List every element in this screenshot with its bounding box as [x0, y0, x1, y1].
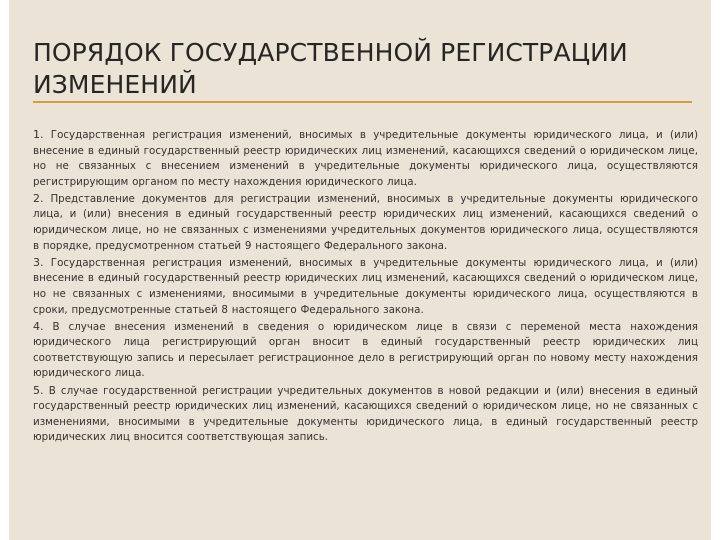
slide-title: ПОРЯДОК ГОСУДАРСТВЕННОЙ РЕГИСТРАЦИИ ИЗМЕНЕНИЙ	[33, 38, 628, 99]
paragraph-2	[33, 191, 698, 254]
paragraph-3	[33, 255, 698, 318]
paragraph-text: Государственная регистрация изменений, вносимых в учредительные документы юридического лица, и (или) внесение в единый государственный реестр юридических лиц изменений, касающихся сведений о юридическом лице, но не связанных с изменениями, вносимыми в учредительные документы юридического лица, осуществляются в сроки, предусмотренные статьей 8 настоящего Федерального закона.	[33, 256, 698, 316]
paragraph-number: 2.	[33, 191, 44, 205]
paragraph-number: 5.	[33, 383, 44, 397]
slide-body	[33, 127, 698, 446]
paragraph-text: Государственная регистрация изменений, вносимых в учредительные документы юридического лица, и (или) внесение в единый государственный реестр юридических лиц изменений, касающихся сведений о юридическом лице, но не связанных с внесением изменений в учредительные документы юридического лица, осуществляются регистрирующим органом по месту нахождения юридического лица.	[33, 129, 698, 188]
paragraph-number: 4.	[33, 319, 44, 333]
paragraph-text: В случае государственной регистрации учредительных документов в новой редакции и (или) внесения в единый государственный реестр юридических лиц изменений, касающихся сведений о юридическом лице, но не связанных с изменениями, вносимыми в учредительные документы юридического лица, в единый государственный реестр юридических лиц вносится соответствующая запись.	[33, 384, 698, 444]
paragraph-number: 3.	[33, 255, 44, 269]
title-underline	[33, 101, 692, 103]
paragraph-1	[33, 127, 698, 190]
paragraph-text: Представление документов для регистрации изменений, вносимых в учредительные документы юридического лица, и (или) внесения в единый государственный реестр юридических лиц изменений, касающихся сведений о юридическом лице, но не связанных с изменениями учредительных документов юридического лица, осуществляются в порядке, предусмотренном статьей 9 настоящего Федерального закона.	[33, 192, 698, 252]
paragraph-number: 1.	[33, 128, 44, 141]
right-border-bar	[711, 0, 720, 540]
paragraph-5	[33, 383, 698, 446]
left-border-bar	[0, 0, 9, 540]
paragraph-text: В случае внесения изменений в сведения о юридическом лице в связи с переменой места нахождения юридического лица регистрирующий орган вносит в единый государственный реестр юридических лиц соответствующую запись и пересылает регистрационное дело в регистрирующий орган по новому месту нахождения юридического лица.	[33, 320, 698, 380]
paragraph-4	[33, 319, 698, 382]
